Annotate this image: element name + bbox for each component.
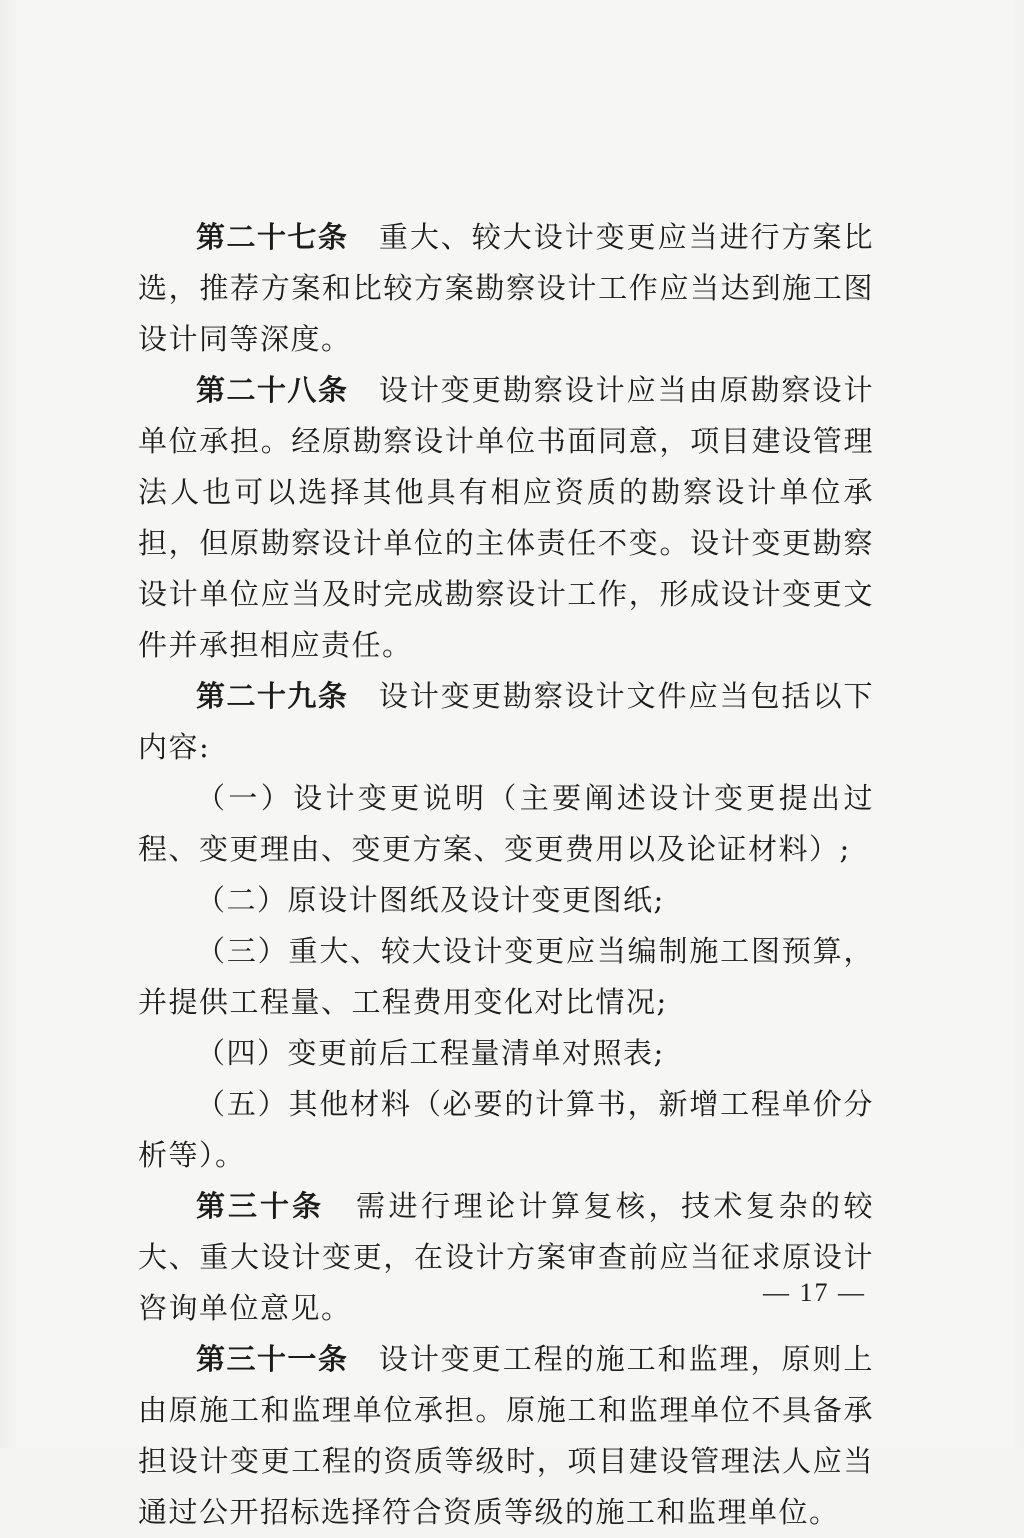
article-body: 重大、较大设计变更应当进行方案比选，推荐方案和比较方案勘察设计工作应当达到施工图设计同等深度。 (138, 220, 874, 356)
article-body: 设计变更工程的施工和监理，原则上由原施工和监理单位承担。原施工和监理单位不具备承担设计变更工程的资质等级时，项目建设管理法人应当通过公开招标选择符合资质等级的施工和监理单位。 (138, 1342, 874, 1529)
article-body: 设计变更勘察设计文件应当包括以下内容: (138, 679, 874, 764)
page-number: — 17 — (763, 1278, 866, 1307)
list-item: （五）其他材料（必要的计算书，新增工程单价分析等）。 (138, 1087, 874, 1172)
article-number: 第三十一条 (196, 1342, 349, 1376)
article-number: 第二十八条 (196, 373, 349, 407)
article-body: 设计变更勘察设计应当由原勘察设计单位承担。经原勘察设计单位书面同意，项目建设管理法人也可以选择其他具有相应资质的勘察设计单位承担，但原勘察设计单位的主体责任不变。设计变更勘察设计单位应当及时完成勘察设计工作，形成设计变更文件并承担相应责任。 (138, 373, 874, 662)
list-item: （二）原设计图纸及设计变更图纸; (196, 883, 665, 917)
list-item: （三）重大、较大设计变更应当编制施工图预算，并提供工程量、工程费用变化对比情况; (138, 934, 874, 1019)
article-body: 需进行理论计算复核，技术复杂的较大、重大设计变更，在设计方案审查前应当征求原设计咨询单位意见。 (138, 1189, 874, 1325)
article-30 (138, 1181, 874, 1334)
article-29 (138, 671, 874, 773)
article-28 (138, 365, 874, 671)
list-item: （一）设计变更说明（主要阐述设计变更提出过程、变更理由、变更方案、变更费用以及论证材料）; (138, 781, 874, 866)
article-number: 第二十七条 (196, 220, 349, 254)
regulation-text (138, 212, 874, 1538)
article-number: 第三十条 (196, 1189, 324, 1223)
article-27 (138, 212, 874, 365)
list-item: （四）变更前后工程量清单对照表; (196, 1036, 665, 1070)
article-number: 第二十九条 (196, 679, 349, 713)
article-31 (138, 1334, 874, 1538)
